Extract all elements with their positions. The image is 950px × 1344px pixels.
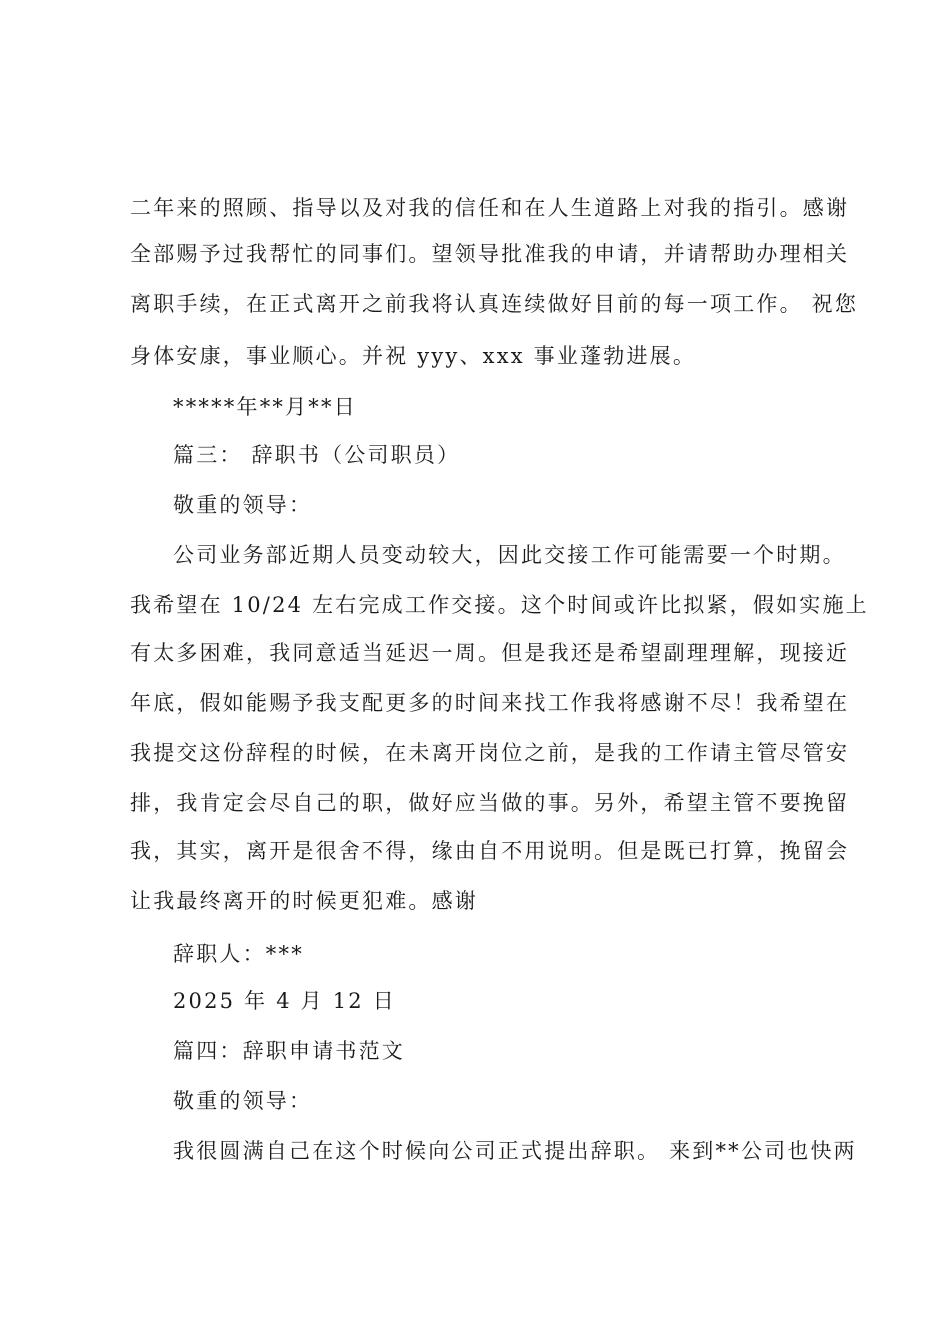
text-line: 身体安康，事业顺心。并祝 yyy、xxx 事业蓬勃进展。 xyxy=(130,344,697,368)
text-line: 让我最终离开的时候更犯难。感谢 xyxy=(130,889,478,913)
section-heading: 篇三： 辞职书（公司职员） xyxy=(173,443,461,467)
text-line: 公司业务部近期人员变动较大，因此交接工作可能需要一个时期。 xyxy=(173,543,846,567)
section-heading: 篇四：辞职申请书范文 xyxy=(173,1039,405,1063)
text-line: 我，其实，离开是很舍不得，缘由自不用说明。但是既已打算，挽留会 xyxy=(130,839,850,863)
text-line: 排，我肯定会尽自己的职，做好应当做的事。另外，希望主管不要挽留 xyxy=(130,791,850,815)
salutation: 敬重的领导： xyxy=(173,493,313,517)
signature-line: 辞职人：*** xyxy=(173,942,304,966)
text-line: 有太多困难，我同意适当延迟一周。但是我还是希望副理理解，现接近 xyxy=(130,641,850,665)
text-line: 离职手续，在正式离开之前我将认真连续做好目前的每一项工作。 祝您 xyxy=(130,292,859,316)
text-line: 我很圆满自己在这个时候向公司正式提出辞职。 来到**公司也快两 xyxy=(173,1139,857,1163)
text-line: 年底，假如能赐予我支配更多的时间来找工作我将感谢不尽！我希望在 xyxy=(130,691,850,715)
salutation: 敬重的领导： xyxy=(173,1089,313,1113)
text-line: 我提交这份辞程的时候，在未离开岗位之前，是我的工作请主管尽管安 xyxy=(130,741,850,765)
date-line: 2025 年 4 月 12 日 xyxy=(173,989,396,1013)
text-line: 我希望在 10/24 左右完成工作交接。这个时间或许比拟紧，假如实施上 xyxy=(130,593,869,617)
text-line: 二年来的照顾、指导以及对我的信任和在人生道路上对我的指引。感谢 xyxy=(130,196,850,220)
text-line: 全部赐予过我帮忙的同事们。望领导批准我的申请，并请帮助办理相关 xyxy=(130,242,850,266)
date-line: *****年**月**日 xyxy=(173,395,357,419)
